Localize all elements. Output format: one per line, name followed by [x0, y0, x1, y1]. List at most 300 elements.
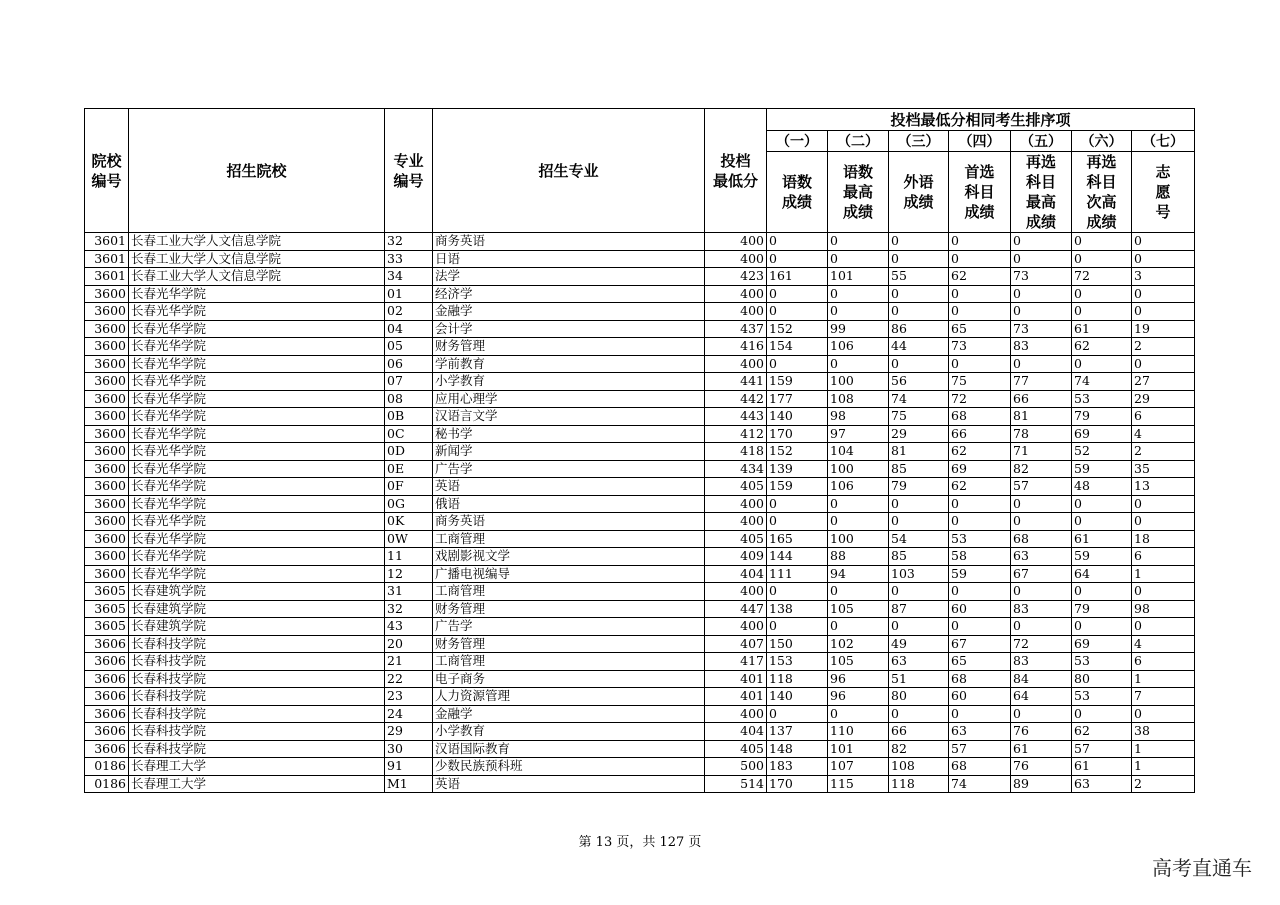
cell-crit-1: 0: [767, 303, 828, 321]
cell-min-score: 441: [705, 373, 767, 391]
cell-crit-2: 99: [828, 320, 889, 338]
cell-crit-4: 0: [949, 285, 1011, 303]
cell-crit-3: 85: [889, 460, 949, 478]
cell-major-code: 04: [385, 320, 433, 338]
cell-crit-2: 100: [828, 530, 889, 548]
cell-crit-1: 152: [767, 443, 828, 461]
header-school: 招生院校: [129, 109, 385, 233]
cell-crit-3: 82: [889, 740, 949, 758]
cell-min-score: 500: [705, 758, 767, 776]
cell-school-code: 3600: [85, 530, 129, 548]
cell-crit-1: 154: [767, 338, 828, 356]
cell-crit-2: 107: [828, 758, 889, 776]
cell-crit-1: 0: [767, 285, 828, 303]
cell-major-name: 学前教育: [433, 355, 705, 373]
cell-crit-1: 159: [767, 373, 828, 391]
cell-major-name: 工商管理: [433, 653, 705, 671]
header-min-score: 投档 最低分: [705, 109, 767, 233]
cell-major-name: 工商管理: [433, 583, 705, 601]
cell-crit-2: 94: [828, 565, 889, 583]
cell-crit-5: 84: [1011, 670, 1072, 688]
cell-school-code: 3600: [85, 320, 129, 338]
cell-crit-4: 69: [949, 460, 1011, 478]
cell-school-name: 长春光华学院: [129, 513, 385, 531]
header-major: 招生专业: [433, 109, 705, 233]
cell-crit-3: 63: [889, 653, 949, 671]
cell-school-name: 长春光华学院: [129, 425, 385, 443]
cell-crit-3: 74: [889, 390, 949, 408]
cell-crit-1: 140: [767, 688, 828, 706]
cell-major-name: 金融学: [433, 303, 705, 321]
cell-crit-6: 0: [1072, 705, 1132, 723]
cell-crit-4: 0: [949, 618, 1011, 636]
cell-crit-6: 48: [1072, 478, 1132, 496]
cell-major-code: 23: [385, 688, 433, 706]
cell-school-name: 长春光华学院: [129, 478, 385, 496]
cell-school-code: 3600: [85, 425, 129, 443]
cell-crit-7: 27: [1132, 373, 1195, 391]
cell-min-score: 447: [705, 600, 767, 618]
cell-school-name: 长春科技学院: [129, 635, 385, 653]
cell-crit-5: 0: [1011, 705, 1072, 723]
cell-crit-4: 68: [949, 408, 1011, 426]
cell-major-name: 商务英语: [433, 233, 705, 251]
cell-crit-5: 83: [1011, 338, 1072, 356]
cell-crit-3: 0: [889, 495, 949, 513]
cell-crit-7: 0: [1132, 583, 1195, 601]
cell-crit-6: 64: [1072, 565, 1132, 583]
table-row: [85, 338, 1195, 356]
cell-crit-2: 0: [828, 513, 889, 531]
table-row: [85, 758, 1195, 776]
cell-crit-7: 1: [1132, 758, 1195, 776]
cell-min-score: 416: [705, 338, 767, 356]
cell-crit-5: 63: [1011, 548, 1072, 566]
table-row: [85, 285, 1195, 303]
table-row: [85, 443, 1195, 461]
cell-school-code: 3600: [85, 565, 129, 583]
cell-min-score: 437: [705, 320, 767, 338]
cell-school-code: 3600: [85, 495, 129, 513]
cell-crit-1: 152: [767, 320, 828, 338]
cell-major-code: 21: [385, 653, 433, 671]
cell-school-code: 3605: [85, 618, 129, 636]
cell-school-code: 3600: [85, 408, 129, 426]
cell-crit-4: 65: [949, 320, 1011, 338]
cell-crit-6: 69: [1072, 425, 1132, 443]
cell-school-code: 3606: [85, 635, 129, 653]
cell-major-name: 经济学: [433, 285, 705, 303]
cell-crit-4: 62: [949, 268, 1011, 286]
cell-crit-7: 6: [1132, 548, 1195, 566]
table-row: [85, 530, 1195, 548]
cell-school-name: 长春科技学院: [129, 653, 385, 671]
table-row: [85, 233, 1195, 251]
cell-school-code: 3600: [85, 513, 129, 531]
header-tiebreak-group: 投档最低分相同考生排序项: [767, 109, 1195, 131]
cell-crit-6: 62: [1072, 338, 1132, 356]
cell-crit-1: 118: [767, 670, 828, 688]
cell-crit-2: 0: [828, 233, 889, 251]
watermark: 高考直通车: [1152, 856, 1252, 880]
cell-school-code: 3600: [85, 443, 129, 461]
criteria-label: 再选 科目 次高 成绩: [1072, 152, 1132, 233]
cell-crit-3: 0: [889, 355, 949, 373]
cell-crit-5: 68: [1011, 530, 1072, 548]
cell-crit-7: 13: [1132, 478, 1195, 496]
cell-min-score: 442: [705, 390, 767, 408]
cell-crit-7: 2: [1132, 443, 1195, 461]
table-row: [85, 268, 1195, 286]
cell-crit-2: 96: [828, 688, 889, 706]
cell-school-name: 长春工业大学人文信息学院: [129, 233, 385, 251]
criteria-number: （六）: [1072, 131, 1132, 152]
cell-major-name: 英语: [433, 478, 705, 496]
cell-crit-1: 144: [767, 548, 828, 566]
table-body: [85, 233, 1195, 793]
cell-major-name: 广播电视编导: [433, 565, 705, 583]
cell-crit-6: 0: [1072, 618, 1132, 636]
criteria-number: （四）: [949, 131, 1011, 152]
cell-school-name: 长春工业大学人文信息学院: [129, 250, 385, 268]
table-row: [85, 670, 1195, 688]
cell-crit-2: 0: [828, 495, 889, 513]
cell-school-code: 3601: [85, 268, 129, 286]
cell-min-score: 404: [705, 723, 767, 741]
table-row: [85, 618, 1195, 636]
cell-crit-1: 150: [767, 635, 828, 653]
table-header: [85, 109, 1195, 233]
cell-crit-3: 0: [889, 705, 949, 723]
cell-crit-2: 100: [828, 373, 889, 391]
criteria-number: （一）: [767, 131, 828, 152]
cell-crit-7: 0: [1132, 355, 1195, 373]
cell-school-code: 3606: [85, 670, 129, 688]
cell-crit-1: 177: [767, 390, 828, 408]
table-row: [85, 740, 1195, 758]
cell-crit-5: 76: [1011, 758, 1072, 776]
cell-school-name: 长春科技学院: [129, 688, 385, 706]
cell-crit-5: 0: [1011, 250, 1072, 268]
table-row: [85, 355, 1195, 373]
cell-school-code: 3606: [85, 705, 129, 723]
cell-major-code: 24: [385, 705, 433, 723]
cell-crit-5: 82: [1011, 460, 1072, 478]
cell-crit-7: 0: [1132, 705, 1195, 723]
criteria-number: （五）: [1011, 131, 1072, 152]
cell-school-name: 长春光华学院: [129, 443, 385, 461]
cell-crit-6: 53: [1072, 653, 1132, 671]
cell-crit-7: 38: [1132, 723, 1195, 741]
cell-school-name: 长春光华学院: [129, 355, 385, 373]
cell-crit-2: 88: [828, 548, 889, 566]
cell-crit-1: 170: [767, 425, 828, 443]
cell-crit-7: 1: [1132, 565, 1195, 583]
cell-crit-7: 6: [1132, 408, 1195, 426]
cell-crit-5: 83: [1011, 600, 1072, 618]
cell-crit-3: 0: [889, 513, 949, 531]
cell-major-code: 06: [385, 355, 433, 373]
cell-crit-3: 0: [889, 303, 949, 321]
cell-crit-7: 1: [1132, 670, 1195, 688]
cell-min-score: 407: [705, 635, 767, 653]
cell-major-code: 33: [385, 250, 433, 268]
cell-major-name: 人力资源管理: [433, 688, 705, 706]
cell-school-code: 3600: [85, 390, 129, 408]
cell-crit-5: 57: [1011, 478, 1072, 496]
cell-school-code: 3600: [85, 478, 129, 496]
cell-crit-6: 57: [1072, 740, 1132, 758]
cell-crit-5: 89: [1011, 775, 1072, 793]
cell-school-name: 长春光华学院: [129, 565, 385, 583]
cell-crit-3: 44: [889, 338, 949, 356]
cell-major-name: 汉语言文学: [433, 408, 705, 426]
cell-crit-5: 83: [1011, 653, 1072, 671]
cell-crit-5: 0: [1011, 355, 1072, 373]
cell-major-name: 工商管理: [433, 530, 705, 548]
cell-school-code: 3600: [85, 355, 129, 373]
cell-crit-4: 58: [949, 548, 1011, 566]
cell-crit-2: 98: [828, 408, 889, 426]
cell-major-name: 财务管理: [433, 338, 705, 356]
cell-crit-4: 75: [949, 373, 1011, 391]
admission-table: [84, 108, 1195, 793]
cell-school-name: 长春光华学院: [129, 460, 385, 478]
cell-school-code: 0186: [85, 775, 129, 793]
table-row: [85, 513, 1195, 531]
cell-school-code: 3606: [85, 688, 129, 706]
cell-crit-7: 0: [1132, 495, 1195, 513]
cell-crit-4: 0: [949, 250, 1011, 268]
cell-major-code: 32: [385, 233, 433, 251]
cell-crit-1: 161: [767, 268, 828, 286]
cell-major-code: M1: [385, 775, 433, 793]
cell-crit-5: 77: [1011, 373, 1072, 391]
cell-crit-2: 106: [828, 338, 889, 356]
cell-crit-6: 0: [1072, 233, 1132, 251]
cell-crit-4: 62: [949, 478, 1011, 496]
cell-crit-2: 105: [828, 653, 889, 671]
cell-crit-3: 0: [889, 250, 949, 268]
cell-crit-4: 67: [949, 635, 1011, 653]
cell-major-name: 英语: [433, 775, 705, 793]
cell-major-name: 日语: [433, 250, 705, 268]
cell-school-name: 长春科技学院: [129, 723, 385, 741]
cell-school-code: 3605: [85, 583, 129, 601]
cell-min-score: 401: [705, 688, 767, 706]
cell-min-score: 434: [705, 460, 767, 478]
table-row: [85, 495, 1195, 513]
cell-school-name: 长春建筑学院: [129, 600, 385, 618]
cell-school-name: 长春光华学院: [129, 390, 385, 408]
cell-crit-6: 79: [1072, 408, 1132, 426]
criteria-label: 首选 科目 成绩: [949, 152, 1011, 233]
cell-major-name: 金融学: [433, 705, 705, 723]
table-row: [85, 565, 1195, 583]
cell-crit-4: 59: [949, 565, 1011, 583]
table-row: [85, 373, 1195, 391]
cell-min-score: 417: [705, 653, 767, 671]
cell-major-code: 07: [385, 373, 433, 391]
cell-major-name: 小学教育: [433, 723, 705, 741]
header-school-code: 院校 编号: [85, 109, 129, 233]
cell-min-score: 400: [705, 583, 767, 601]
cell-major-code: 29: [385, 723, 433, 741]
cell-crit-2: 108: [828, 390, 889, 408]
cell-crit-7: 29: [1132, 390, 1195, 408]
cell-crit-3: 56: [889, 373, 949, 391]
cell-min-score: 400: [705, 233, 767, 251]
table-row: [85, 548, 1195, 566]
cell-crit-2: 96: [828, 670, 889, 688]
cell-crit-1: 0: [767, 705, 828, 723]
cell-crit-6: 59: [1072, 548, 1132, 566]
cell-crit-7: 1: [1132, 740, 1195, 758]
cell-crit-2: 101: [828, 268, 889, 286]
cell-school-name: 长春光华学院: [129, 530, 385, 548]
cell-crit-7: 35: [1132, 460, 1195, 478]
cell-min-score: 409: [705, 548, 767, 566]
cell-major-name: 广告学: [433, 618, 705, 636]
criteria-number: （七）: [1132, 131, 1195, 152]
cell-major-code: 43: [385, 618, 433, 636]
cell-min-score: 405: [705, 740, 767, 758]
cell-crit-4: 0: [949, 705, 1011, 723]
cell-min-score: 405: [705, 530, 767, 548]
cell-crit-6: 52: [1072, 443, 1132, 461]
cell-crit-4: 68: [949, 670, 1011, 688]
cell-crit-2: 0: [828, 618, 889, 636]
cell-crit-7: 19: [1132, 320, 1195, 338]
cell-school-code: 3601: [85, 250, 129, 268]
cell-crit-6: 61: [1072, 758, 1132, 776]
cell-major-code: 31: [385, 583, 433, 601]
cell-school-name: 长春光华学院: [129, 373, 385, 391]
cell-school-name: 长春理工大学: [129, 758, 385, 776]
cell-crit-7: 3: [1132, 268, 1195, 286]
cell-crit-6: 53: [1072, 688, 1132, 706]
cell-crit-3: 51: [889, 670, 949, 688]
cell-crit-2: 100: [828, 460, 889, 478]
header-major-code: 专业 编号: [385, 109, 433, 233]
cell-crit-5: 0: [1011, 513, 1072, 531]
cell-crit-5: 73: [1011, 268, 1072, 286]
cell-major-code: 0D: [385, 443, 433, 461]
cell-crit-3: 0: [889, 233, 949, 251]
cell-crit-4: 66: [949, 425, 1011, 443]
cell-crit-6: 80: [1072, 670, 1132, 688]
cell-major-name: 秘书学: [433, 425, 705, 443]
cell-school-code: 3606: [85, 653, 129, 671]
cell-school-code: 3600: [85, 460, 129, 478]
table-row: [85, 600, 1195, 618]
cell-crit-2: 106: [828, 478, 889, 496]
cell-crit-2: 105: [828, 600, 889, 618]
table-row: [85, 320, 1195, 338]
cell-crit-6: 61: [1072, 530, 1132, 548]
cell-major-name: 商务英语: [433, 513, 705, 531]
cell-school-code: 3600: [85, 285, 129, 303]
cell-crit-3: 75: [889, 408, 949, 426]
cell-major-code: 0W: [385, 530, 433, 548]
cell-crit-1: 0: [767, 250, 828, 268]
cell-crit-4: 63: [949, 723, 1011, 741]
cell-major-code: 32: [385, 600, 433, 618]
cell-major-code: 11: [385, 548, 433, 566]
cell-crit-5: 0: [1011, 233, 1072, 251]
cell-crit-5: 76: [1011, 723, 1072, 741]
cell-min-score: 400: [705, 495, 767, 513]
cell-crit-5: 73: [1011, 320, 1072, 338]
cell-school-name: 长春科技学院: [129, 670, 385, 688]
cell-major-code: 08: [385, 390, 433, 408]
cell-crit-1: 153: [767, 653, 828, 671]
cell-crit-5: 0: [1011, 495, 1072, 513]
table-row: [85, 478, 1195, 496]
cell-crit-6: 69: [1072, 635, 1132, 653]
cell-school-code: 3606: [85, 723, 129, 741]
cell-min-score: 400: [705, 618, 767, 636]
cell-crit-5: 64: [1011, 688, 1072, 706]
cell-school-name: 长春光华学院: [129, 548, 385, 566]
cell-school-code: 3600: [85, 338, 129, 356]
cell-crit-3: 103: [889, 565, 949, 583]
cell-crit-5: 81: [1011, 408, 1072, 426]
cell-crit-3: 79: [889, 478, 949, 496]
cell-school-name: 长春理工大学: [129, 775, 385, 793]
cell-crit-1: 0: [767, 495, 828, 513]
cell-crit-1: 148: [767, 740, 828, 758]
table-row: [85, 653, 1195, 671]
cell-min-score: 401: [705, 670, 767, 688]
cell-crit-3: 85: [889, 548, 949, 566]
cell-major-name: 汉语国际教育: [433, 740, 705, 758]
cell-crit-4: 57: [949, 740, 1011, 758]
cell-crit-3: 81: [889, 443, 949, 461]
cell-crit-6: 0: [1072, 355, 1132, 373]
cell-major-code: 34: [385, 268, 433, 286]
cell-crit-7: 0: [1132, 250, 1195, 268]
cell-school-name: 长春工业大学人文信息学院: [129, 268, 385, 286]
cell-min-score: 400: [705, 705, 767, 723]
cell-crit-6: 72: [1072, 268, 1132, 286]
cell-crit-4: 0: [949, 495, 1011, 513]
table-row: [85, 583, 1195, 601]
table-row: [85, 460, 1195, 478]
cell-crit-3: 0: [889, 583, 949, 601]
criteria-label: 志 愿 号: [1132, 152, 1195, 233]
cell-crit-5: 0: [1011, 285, 1072, 303]
cell-crit-2: 102: [828, 635, 889, 653]
cell-crit-3: 29: [889, 425, 949, 443]
cell-min-score: 400: [705, 355, 767, 373]
cell-crit-6: 59: [1072, 460, 1132, 478]
table-row: [85, 408, 1195, 426]
cell-crit-5: 0: [1011, 618, 1072, 636]
cell-crit-3: 66: [889, 723, 949, 741]
cell-crit-1: 138: [767, 600, 828, 618]
cell-crit-3: 80: [889, 688, 949, 706]
cell-crit-5: 78: [1011, 425, 1072, 443]
cell-crit-5: 0: [1011, 583, 1072, 601]
cell-major-code: 20: [385, 635, 433, 653]
cell-crit-2: 110: [828, 723, 889, 741]
cell-school-name: 长春建筑学院: [129, 618, 385, 636]
cell-crit-7: 6: [1132, 653, 1195, 671]
cell-crit-2: 0: [828, 355, 889, 373]
cell-crit-6: 0: [1072, 250, 1132, 268]
cell-crit-4: 60: [949, 688, 1011, 706]
